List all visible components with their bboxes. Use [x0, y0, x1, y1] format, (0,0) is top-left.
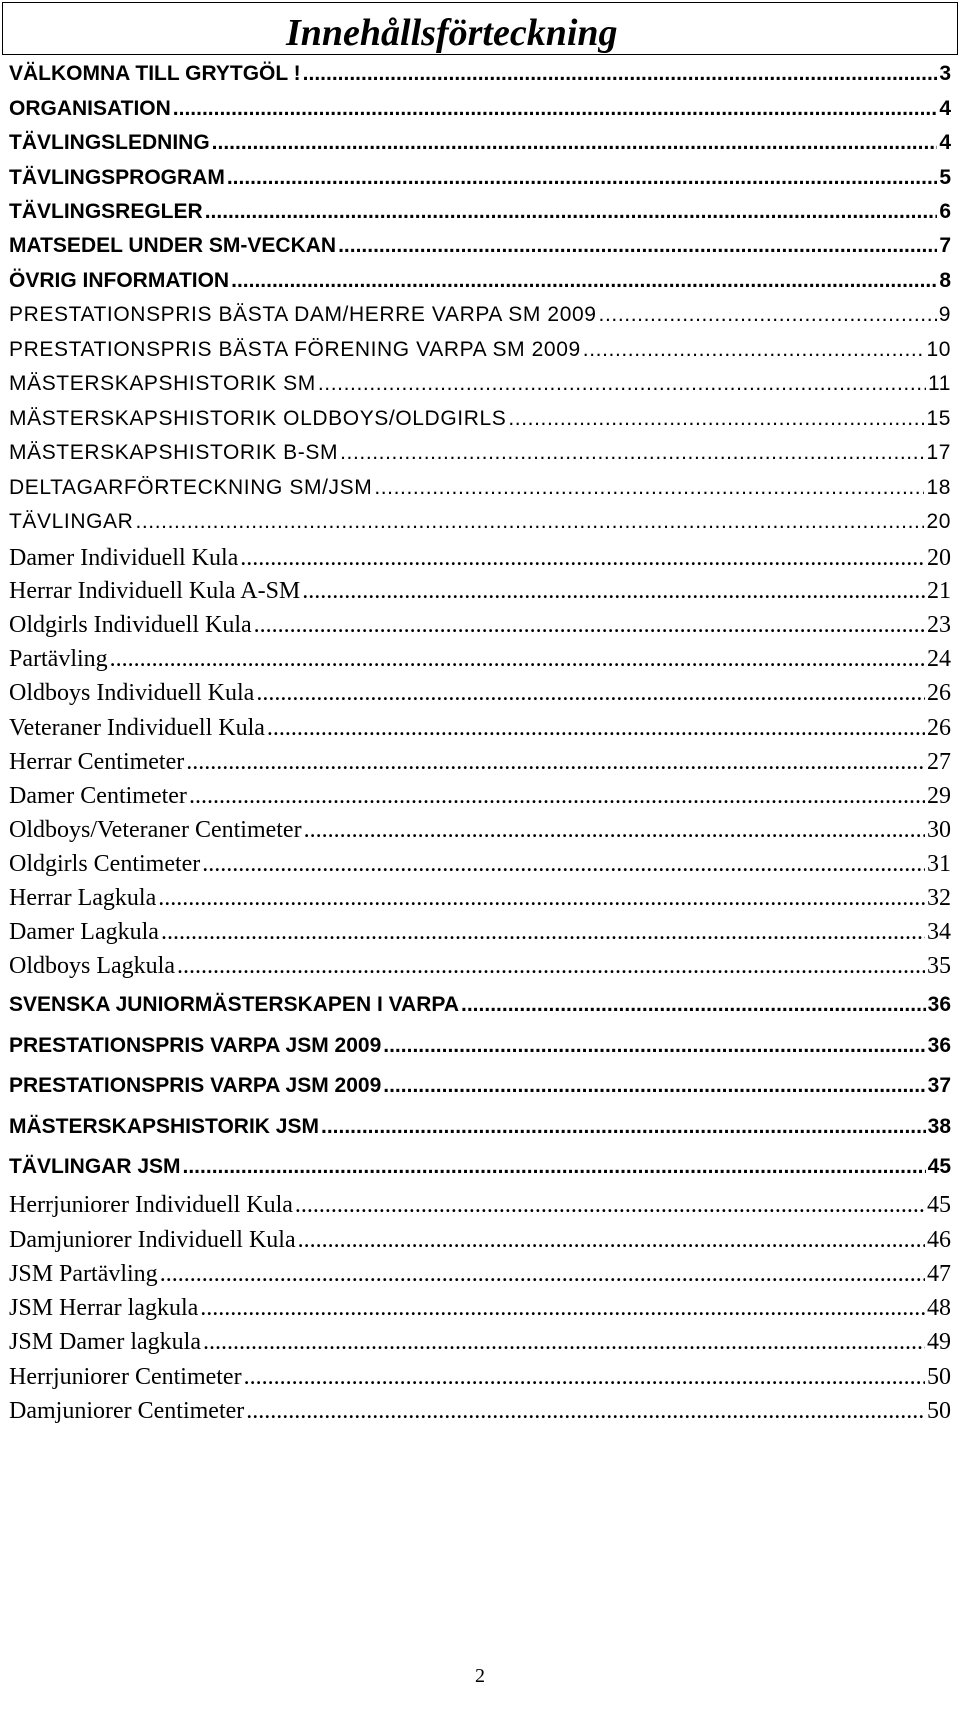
toc-entry[interactable] [9, 303, 951, 327]
toc-entry-label: Oldgirls Individuell Kula [9, 612, 252, 638]
toc-entry[interactable] [9, 885, 951, 912]
toc-dot-leader [135, 510, 924, 534]
toc-entry-page-number: 46 [927, 1227, 951, 1253]
toc-entry-label: MATSEDEL UNDER SM-VECKAN [9, 234, 337, 257]
toc-entry-label: TÄVLINGSLEDNING [9, 131, 210, 154]
toc-entry[interactable] [9, 97, 951, 121]
toc-entry[interactable] [9, 545, 951, 572]
toc-dot-leader [158, 885, 925, 912]
toc-entry-page-number: 32 [927, 885, 951, 911]
toc-entry-label: Partävling [9, 646, 108, 672]
toc-entry[interactable] [9, 62, 951, 86]
toc-dot-leader [189, 783, 925, 810]
toc-entry[interactable] [9, 1034, 951, 1058]
toc-entry-label: Herrar Centimeter [9, 749, 185, 775]
toc-entry-page-number: 48 [927, 1295, 951, 1321]
toc-entry[interactable] [9, 372, 951, 396]
toc-entry-label: JSM Herrar lagkula [9, 1295, 199, 1321]
toc-dot-leader [227, 166, 937, 190]
toc-entry-label: TÄVLINGSREGLER [9, 200, 203, 223]
toc-dot-leader [338, 234, 937, 258]
toc-entry-label: Veteraner Individuell Kula [9, 715, 265, 741]
toc-entry-page-number: 7 [939, 234, 951, 257]
toc-dot-leader [302, 578, 925, 605]
toc-entry-label: PRESTATIONSPRIS VARPA JSM 2009 [9, 1074, 382, 1097]
toc-entry[interactable] [9, 783, 951, 810]
toc-entry-label: Damer Individuell Kula [9, 545, 239, 571]
toc-entry-page-number: 17 [926, 441, 951, 464]
toc-entry[interactable] [9, 166, 951, 190]
toc-entry-label: JSM Partävling [9, 1261, 158, 1287]
toc-dot-leader [202, 851, 925, 878]
toc-entry-page-number: 35 [927, 953, 951, 979]
toc-entry-label: Herrjuniorer Centimeter [9, 1364, 242, 1390]
toc-entry[interactable] [9, 200, 951, 224]
toc-dot-leader [161, 919, 925, 946]
toc-entry-page-number: 26 [927, 680, 951, 706]
toc-entry-label: MÄSTERSKAPSHISTORIK SM [9, 372, 316, 395]
toc-entry[interactable] [9, 131, 951, 155]
toc-entry[interactable] [9, 510, 951, 534]
toc-entry-label: JSM Damer lagkula [9, 1329, 201, 1355]
toc-entry-page-number: 21 [927, 578, 951, 604]
toc-entry[interactable] [9, 749, 951, 776]
toc-entry-label: ÖVRIG INFORMATION [9, 269, 230, 292]
toc-entry[interactable] [9, 680, 951, 707]
toc-entry[interactable] [9, 817, 951, 844]
toc-entry-label: MÄSTERSKAPSHISTORIK OLDBOYS/OLDGIRLS [9, 407, 507, 430]
toc-dot-leader [267, 715, 925, 742]
toc-entry[interactable] [9, 646, 951, 673]
toc-entry-page-number: 3 [939, 62, 951, 85]
toc-entry[interactable] [9, 407, 951, 431]
toc-entry-label: Oldboys/Veteraner Centimeter [9, 817, 302, 843]
toc-dot-leader [244, 1364, 925, 1391]
toc-entry-page-number: 20 [926, 510, 951, 533]
toc-entry[interactable] [9, 234, 951, 258]
toc-entry[interactable] [9, 1295, 951, 1322]
toc-entry-page-number: 15 [926, 407, 951, 430]
toc-entry-page-number: 9 [938, 303, 951, 326]
toc-entry[interactable] [9, 441, 951, 465]
toc-entry[interactable] [9, 338, 951, 362]
toc-entry[interactable] [9, 993, 951, 1017]
toc-entry-page-number: 23 [927, 612, 951, 638]
toc-entry-page-number: 49 [927, 1329, 951, 1355]
toc-dot-leader [110, 646, 925, 673]
title-box [2, 2, 958, 55]
toc-entry-page-number: 31 [927, 851, 951, 877]
toc-entry-page-number: 30 [927, 817, 951, 843]
toc-entry-label: TÄVLINGAR JSM [9, 1155, 181, 1178]
toc-entry[interactable] [9, 578, 951, 605]
toc-entry-page-number: 4 [939, 131, 951, 154]
toc-dot-leader [508, 407, 924, 431]
toc-entry-page-number: 45 [927, 1192, 951, 1218]
toc-dot-leader [256, 680, 925, 707]
toc-entry-label: Herrar Lagkula [9, 885, 157, 911]
toc-entry[interactable] [9, 1398, 951, 1425]
toc-entry-label: Damjuniorer Centimeter [9, 1398, 245, 1424]
toc-entry-page-number: 20 [927, 545, 951, 571]
toc-dot-leader [160, 1261, 925, 1288]
toc-dot-leader [304, 817, 925, 844]
toc-dot-leader [177, 953, 925, 980]
toc-entry-page-number: 11 [928, 372, 951, 395]
toc-entry-label: TÄVLINGSPROGRAM [9, 166, 225, 189]
toc-dot-leader [200, 1295, 925, 1322]
toc-entry[interactable] [9, 612, 951, 639]
toc-entry[interactable] [9, 1261, 951, 1288]
toc-entry-page-number: 50 [927, 1364, 951, 1390]
toc-entry[interactable] [9, 1155, 951, 1179]
toc-entry-label: Oldboys Individuell Kula [9, 680, 255, 706]
toc-entry-page-number: 34 [927, 919, 951, 945]
toc-entry-page-number: 18 [926, 476, 951, 499]
toc-entry[interactable] [9, 919, 951, 946]
toc-entry-label: PRESTATIONSPRIS VARPA JSM 2009 [9, 1034, 382, 1057]
toc-dot-leader [318, 372, 926, 396]
toc-entry[interactable] [9, 1115, 951, 1139]
toc-entry-page-number: 38 [927, 1115, 951, 1138]
toc-entry-page-number: 27 [927, 749, 951, 775]
document-title: Innehållsförteckning [286, 12, 618, 54]
toc-entry-page-number: 45 [927, 1155, 951, 1178]
toc-dot-leader [254, 612, 925, 639]
toc-dot-leader [374, 476, 924, 500]
toc-dot-leader [599, 303, 937, 327]
toc-entry-page-number: 4 [939, 97, 951, 120]
toc-entry-page-number: 47 [927, 1261, 951, 1287]
toc-entry-label: DELTAGARFÖRTECKNING SM/JSM [9, 476, 373, 499]
toc-entry[interactable] [9, 1364, 951, 1391]
toc-entry[interactable] [9, 851, 951, 878]
toc-dot-leader [383, 1074, 925, 1098]
toc-entry-label: SVENSKA JUNIORMÄSTERSKAPEN I VARPA [9, 993, 460, 1016]
toc-entry-label: Damer Centimeter [9, 783, 187, 809]
toc-entry-label: Oldgirls Centimeter [9, 851, 201, 877]
toc-dot-leader [461, 993, 926, 1017]
toc-dot-leader [231, 269, 937, 293]
toc-entry-label: PRESTATIONSPRIS BÄSTA FÖRENING VARPA SM 2009 [9, 338, 581, 361]
toc-dot-leader [383, 1034, 925, 1058]
toc-entry-label: ORGANISATION [9, 97, 171, 120]
toc-dot-leader [240, 545, 925, 572]
toc-entry[interactable] [9, 1329, 951, 1356]
toc-dot-leader [212, 131, 938, 155]
toc-entry-page-number: 10 [926, 338, 951, 361]
toc-entry-page-number: 6 [939, 200, 951, 223]
toc-dot-leader [173, 97, 938, 121]
toc-entry[interactable] [9, 269, 951, 293]
toc-dot-leader [203, 1329, 925, 1356]
toc-entry[interactable] [9, 1074, 951, 1098]
toc-dot-leader [183, 1155, 926, 1179]
toc-entry-label: Damer Lagkula [9, 919, 159, 945]
toc-dot-leader [321, 1115, 926, 1139]
toc-entry-page-number: 36 [927, 993, 951, 1016]
toc-dot-leader [186, 749, 925, 776]
page-number: 2 [475, 1665, 485, 1687]
toc-entry-page-number: 29 [927, 783, 951, 809]
toc-entry-page-number: 26 [927, 715, 951, 741]
toc-entry[interactable] [9, 953, 951, 980]
toc-entry[interactable] [9, 1227, 951, 1254]
toc-entry-label: MÄSTERSKAPSHISTORIK JSM [9, 1115, 319, 1138]
toc-entry-page-number: 36 [927, 1034, 951, 1057]
toc-dot-leader [340, 441, 924, 465]
toc-dot-leader [583, 338, 925, 362]
toc-entry-page-number: 5 [939, 166, 951, 189]
toc-entry[interactable] [9, 1192, 951, 1219]
toc-entry-label: Damjuniorer Individuell Kula [9, 1227, 296, 1253]
toc-entry-page-number: 24 [927, 646, 951, 672]
toc-entry-page-number: 8 [939, 269, 951, 292]
toc-entry-page-number: 37 [927, 1074, 951, 1097]
toc-dot-leader [295, 1192, 925, 1219]
toc-entry-label: VÄLKOMNA TILL GRYTGÖL ! [9, 62, 301, 85]
toc-entry-label: TÄVLINGAR [9, 510, 134, 533]
toc-entry[interactable] [9, 476, 951, 500]
toc-dot-leader [298, 1227, 925, 1254]
toc-dot-leader [205, 200, 938, 224]
toc-entry-label: PRESTATIONSPRIS BÄSTA DAM/HERRE VARPA SM 2009 [9, 303, 597, 326]
toc-entry-label: Herrjuniorer Individuell Kula [9, 1192, 293, 1218]
toc-entry-label: Herrar Individuell Kula A-SM [9, 578, 301, 604]
toc-entry-label: Oldboys Lagkula [9, 953, 175, 979]
toc-entry-page-number: 50 [927, 1398, 951, 1424]
toc-entry-label: MÄSTERSKAPSHISTORIK B-SM [9, 441, 339, 464]
toc-dot-leader [246, 1398, 925, 1425]
toc-entry[interactable] [9, 715, 951, 742]
toc-dot-leader [303, 62, 938, 86]
